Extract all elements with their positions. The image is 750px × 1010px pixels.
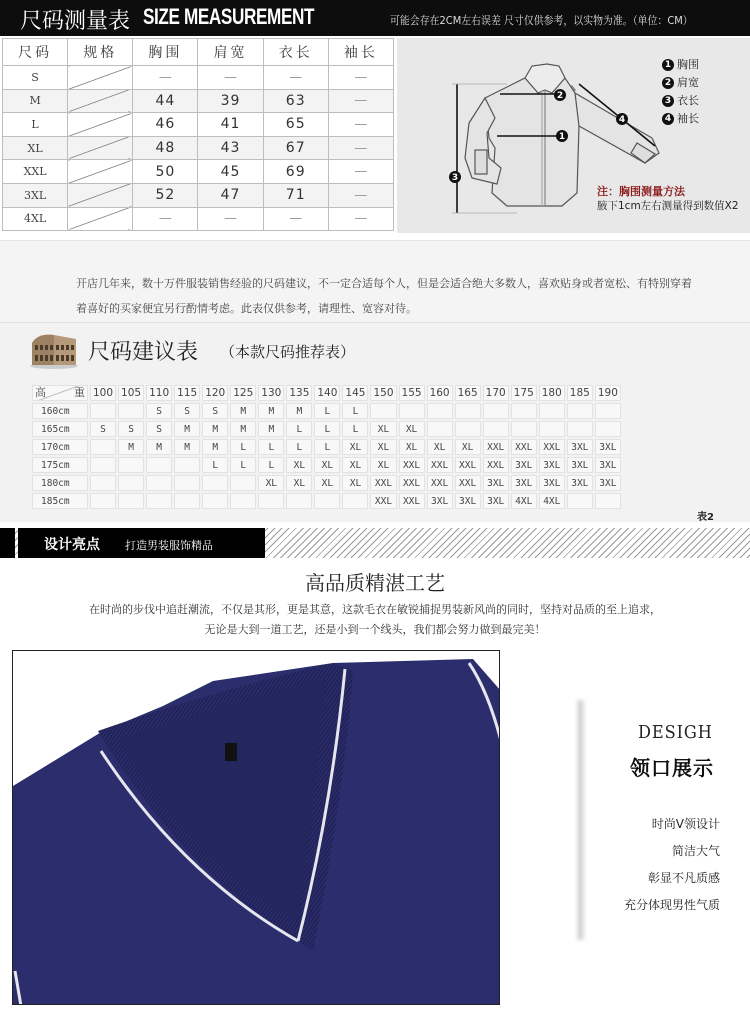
size-recommendation-cell: M — [146, 439, 172, 455]
size-recommendation-cell: XXL — [399, 457, 425, 473]
size-recommendation-cell: XL — [286, 475, 312, 491]
number-badge-icon: 3 — [662, 95, 674, 107]
size-recommendation-cell — [90, 493, 116, 509]
header-note: 可能会存在2CM左右误差 尺寸仅供参考，以实物为准。（单位：CM） — [390, 14, 693, 27]
size-table-header — [3, 39, 394, 66]
weight-header: 125 — [230, 385, 256, 401]
table-row — [32, 457, 621, 473]
size-recommendation-cell: M — [174, 421, 200, 437]
intro-section — [0, 240, 750, 322]
size-recommendation-cell: L — [314, 421, 340, 437]
height-cell: 175cm — [32, 457, 88, 473]
spec-cell — [68, 89, 133, 113]
size-recommendation-cell: L — [202, 457, 228, 473]
size-recommendation-cell: XXL — [511, 439, 537, 455]
legend-item — [662, 74, 699, 92]
size-recommendation-cell: S — [90, 421, 116, 437]
size-recommendation-cell — [90, 475, 116, 491]
quality-text — [0, 600, 750, 640]
size-recommendation-cell: 3XL — [539, 475, 565, 491]
size-recommendation-cell — [174, 457, 200, 473]
size-recommendation-cell: XXL — [427, 457, 453, 473]
size-recommendation-cell — [118, 475, 144, 491]
sleeve-cell: — — [328, 66, 393, 90]
size-recommendation-cell: L — [314, 403, 340, 419]
height-label: 高 — [35, 386, 46, 399]
size-recommendation-cell: XXL — [399, 493, 425, 509]
size-recommendation-cell — [399, 403, 425, 419]
banner-subtitle: 打造男装服饰精品 — [125, 539, 213, 552]
size-recommendation-cell: M — [230, 403, 256, 419]
table-row — [3, 136, 394, 160]
weight-header: 120 — [202, 385, 228, 401]
size-recommendation-cell: 3XL — [595, 439, 621, 455]
size-recommendation-cell: L — [286, 421, 312, 437]
height-cell: 185cm — [32, 493, 88, 509]
size-recommendation-cell: 3XL — [483, 493, 509, 509]
size-recommendation-cell — [230, 475, 256, 491]
v-neck-sweater-image — [13, 651, 500, 1005]
size-recommendation-cell: M — [258, 421, 284, 437]
size-recommendation-cell: XXL — [370, 475, 396, 491]
number-badge-icon: 1 — [662, 59, 674, 71]
col-chest: 胸围 — [133, 39, 198, 66]
spec-cell — [68, 113, 133, 137]
size-cell: 3XL — [3, 183, 68, 207]
size-recommendation-cell: XXL — [455, 457, 481, 473]
size-recommendation-cell: 4XL — [539, 493, 565, 509]
chest-cell: 52 — [133, 183, 198, 207]
weight-header: 130 — [258, 385, 284, 401]
size-recommendation-cell: XL — [314, 475, 340, 491]
weight-label: 重 — [74, 386, 85, 399]
col-size: 尺码 — [3, 39, 68, 66]
size-recommendation-cell — [174, 493, 200, 509]
spec-cell — [68, 66, 133, 90]
size-recommendation-cell: XL — [370, 457, 396, 473]
size-recommendation-cell — [567, 493, 593, 509]
svg-text:2: 2 — [556, 91, 564, 101]
chest-cell: 44 — [133, 89, 198, 113]
sleeve-cell: — — [328, 160, 393, 184]
spec-cell — [68, 136, 133, 160]
size-recommendation-cell: 3XL — [427, 493, 453, 509]
size-recommendation-cell: S — [202, 403, 228, 419]
weight-header: 175 — [511, 385, 537, 401]
size-recommendation-cell: XL — [286, 457, 312, 473]
intro-line-1: 开店几年来，数十万件服装销售经验的尺码建议，不一定合适每个人，但是会适合绝大多数人，喜欢贴身或者宽松、有特别穿着 — [76, 277, 692, 290]
header-bar — [0, 0, 750, 36]
sleeve-cell: — — [328, 89, 393, 113]
recommend-title: 尺码建议表 — [88, 340, 199, 365]
size-recommendation-cell: 3XL — [567, 457, 593, 473]
table-row — [32, 475, 621, 491]
spec-cell — [68, 183, 133, 207]
table-row — [3, 113, 394, 137]
weight-header: 110 — [146, 385, 172, 401]
sweater-photo — [12, 650, 500, 1005]
size-recommendation-cell: XL — [455, 439, 481, 455]
size-recommendation-cell — [118, 403, 144, 419]
shoulder-cell: 43 — [198, 136, 263, 160]
spec-cell — [68, 160, 133, 184]
size-recommendation-cell: 3XL — [511, 475, 537, 491]
size-recommendation-cell — [146, 493, 172, 509]
weight-header: 115 — [174, 385, 200, 401]
size-recommendation-cell — [370, 403, 396, 419]
colosseum-icon — [28, 331, 80, 369]
size-recommendation-cell: XL — [258, 475, 284, 491]
weight-header: 155 — [399, 385, 425, 401]
weight-header: 135 — [286, 385, 312, 401]
size-recommendation-cell — [314, 493, 340, 509]
size-recommendation-cell — [427, 421, 453, 437]
col-sleeve: 袖长 — [328, 39, 393, 66]
measure-note — [597, 184, 739, 214]
size-recommendation-cell: XXL — [399, 475, 425, 491]
size-recommendation-cell — [258, 493, 284, 509]
col-shoulder: 肩宽 — [198, 39, 263, 66]
weight-header: 140 — [314, 385, 340, 401]
size-recommendation-cell — [483, 421, 509, 437]
size-recommendation-cell: XL — [399, 421, 425, 437]
size-recommendation-cell — [202, 475, 228, 491]
legend-item — [662, 110, 699, 128]
size-recommendation-cell: S — [174, 403, 200, 419]
length-cell: 71 — [263, 183, 328, 207]
size-recommendation-cell — [595, 421, 621, 437]
number-badge-icon: 4 — [662, 113, 674, 125]
sleeve-cell: — — [328, 183, 393, 207]
size-recommendation-cell: L — [286, 439, 312, 455]
size-recommendation-cell: L — [230, 457, 256, 473]
size-recommendation-cell — [511, 421, 537, 437]
size-recommendation-cell: S — [118, 421, 144, 437]
size-recommendation-cell — [595, 493, 621, 509]
chest-cell: 48 — [133, 136, 198, 160]
size-cell: 4XL — [3, 207, 68, 231]
shoulder-cell: 45 — [198, 160, 263, 184]
quality-title: 高品质精湛工艺 — [305, 571, 445, 595]
size-recommendation-cell — [567, 403, 593, 419]
weight-header: 145 — [342, 385, 368, 401]
legend-label: 衣长 — [677, 94, 699, 107]
size-recommendation-cell — [511, 403, 537, 419]
table-row — [32, 421, 621, 437]
size-recommendation-cell — [595, 403, 621, 419]
size-recommendation-cell — [539, 421, 565, 437]
legend-label: 肩宽 — [677, 76, 699, 89]
size-recommendation-cell: XL — [399, 439, 425, 455]
table-label: 表2 — [697, 512, 714, 523]
shoulder-cell: 47 — [198, 183, 263, 207]
table-row — [3, 183, 394, 207]
legend-item — [662, 56, 699, 74]
design-heading-cn: 领口展示 — [630, 756, 714, 780]
size-recommendation-cell: L — [258, 439, 284, 455]
size-recommendation-cell: L — [342, 421, 368, 437]
sleeve-cell: — — [328, 136, 393, 160]
size-table — [2, 38, 394, 231]
size-recommendation-cell: M — [286, 403, 312, 419]
spec-cell — [68, 207, 133, 231]
feature-item: 彰显不凡质感 — [647, 871, 720, 885]
number-badge-icon: 2 — [662, 77, 674, 89]
weight-header: 190 — [595, 385, 621, 401]
sleeve-cell: — — [328, 207, 393, 231]
quality-line-1: 在时尚的步伐中追赶潮流，不仅是其形，更是其意，这款毛衣在敏锐捕捉男装新风尚的同时，坚持对品质的至上追求， — [89, 603, 661, 616]
size-cell: M — [3, 89, 68, 113]
recommend-table — [30, 383, 623, 511]
size-recommendation-cell — [118, 457, 144, 473]
size-recommendation-cell: 3XL — [539, 457, 565, 473]
diagram-legend — [662, 56, 699, 128]
size-recommendation-cell — [455, 421, 481, 437]
shoulder-cell: — — [198, 207, 263, 231]
size-recommendation-cell — [230, 493, 256, 509]
size-cell: XXL — [3, 160, 68, 184]
recommend-header-row — [32, 385, 621, 401]
quality-line-2: 无论是大到一道工艺，还是小到一个线头，我们都会努力做到最完美！ — [204, 623, 546, 636]
header-title-en: SIZE MEASUREMENT — [143, 4, 315, 29]
size-recommendation-cell: M — [174, 439, 200, 455]
size-recommendation-cell: 4XL — [511, 493, 537, 509]
size-recommendation-cell — [174, 475, 200, 491]
size-recommendation-cell: XL — [342, 457, 368, 473]
size-recommendation-cell — [90, 457, 116, 473]
chest-cell: 46 — [133, 113, 198, 137]
weight-header: 105 — [118, 385, 144, 401]
size-recommendation-cell: XL — [370, 421, 396, 437]
chest-cell: — — [133, 207, 198, 231]
size-recommendation-cell — [90, 403, 116, 419]
shoulder-cell: 41 — [198, 113, 263, 137]
table-row — [3, 207, 394, 231]
legend-item — [662, 92, 699, 110]
length-cell: 65 — [263, 113, 328, 137]
weight-header: 150 — [370, 385, 396, 401]
size-recommendation-cell: 3XL — [455, 493, 481, 509]
banner-block — [0, 528, 15, 558]
feature-item: 简洁大气 — [671, 844, 720, 858]
size-recommendation-cell — [286, 493, 312, 509]
size-recommendation-cell: L — [314, 439, 340, 455]
size-recommendation-cell: 3XL — [595, 457, 621, 473]
size-recommendation-cell: M — [118, 439, 144, 455]
legend-label: 胸围 — [677, 58, 699, 71]
size-recommendation-cell — [90, 439, 116, 455]
size-recommendation-cell: M — [202, 421, 228, 437]
size-recommendation-cell: L — [258, 457, 284, 473]
size-recommendation-cell: 3XL — [483, 475, 509, 491]
svg-text:1: 1 — [558, 132, 566, 142]
size-recommendation-cell: 3XL — [567, 475, 593, 491]
header-title-cn: 尺码测量表 — [20, 9, 131, 34]
table-row — [3, 160, 394, 184]
height-cell: 160cm — [32, 403, 88, 419]
size-recommendation-cell — [342, 493, 368, 509]
measure-note-title: 注：胸围测量方法 — [597, 185, 685, 198]
size-recommendation-cell: S — [146, 421, 172, 437]
length-cell: 67 — [263, 136, 328, 160]
size-recommendation-cell: 3XL — [567, 439, 593, 455]
size-recommendation-cell — [539, 403, 565, 419]
shoulder-cell: — — [198, 66, 263, 90]
table-row — [3, 66, 394, 90]
weight-header: 185 — [567, 385, 593, 401]
chest-cell: 50 — [133, 160, 198, 184]
table-row — [32, 493, 621, 509]
size-recommendation-cell: XL — [314, 457, 340, 473]
size-recommendation-cell: XL — [370, 439, 396, 455]
svg-text:3: 3 — [451, 173, 459, 183]
size-recommendation-cell: L — [230, 439, 256, 455]
size-recommendation-cell: XXL — [427, 475, 453, 491]
weight-header: 170 — [483, 385, 509, 401]
size-recommendation-cell: XXL — [455, 475, 481, 491]
length-cell: — — [263, 207, 328, 231]
weight-header: 100 — [90, 385, 116, 401]
weight-header: 160 — [427, 385, 453, 401]
length-cell: 63 — [263, 89, 328, 113]
size-cell: L — [3, 113, 68, 137]
size-recommendation-cell: 3XL — [595, 475, 621, 491]
size-recommendation-cell: L — [342, 403, 368, 419]
size-recommendation-cell — [483, 403, 509, 419]
weight-header: 165 — [455, 385, 481, 401]
shoulder-cell: 39 — [198, 89, 263, 113]
table-row — [32, 439, 621, 455]
size-recommendation-cell: M — [230, 421, 256, 437]
measure-note-body: 腋下1cm左右测量得到数值X2 — [597, 200, 739, 212]
design-heading-en: DESIGH — [638, 722, 713, 743]
size-recommendation-cell — [455, 403, 481, 419]
sleeve-cell: — — [328, 113, 393, 137]
size-recommendation-cell — [146, 457, 172, 473]
svg-text:4: 4 — [618, 115, 626, 125]
legend-label: 袖长 — [677, 112, 699, 125]
height-cell: 165cm — [32, 421, 88, 437]
corner-cell — [32, 385, 88, 401]
size-recommendation-cell — [427, 403, 453, 419]
size-recommendation-cell: XXL — [483, 439, 509, 455]
table-row — [3, 89, 394, 113]
size-recommendation-cell: M — [202, 439, 228, 455]
size-recommendation-cell — [202, 493, 228, 509]
design-banner — [0, 528, 750, 558]
size-recommendation-cell: XXL — [370, 493, 396, 509]
feature-item: 充分体现男性气质 — [623, 898, 720, 912]
table-row — [32, 403, 621, 419]
size-recommendation-cell: XL — [342, 439, 368, 455]
height-cell: 170cm — [32, 439, 88, 455]
size-recommendation-cell: XXL — [483, 457, 509, 473]
length-cell: — — [263, 66, 328, 90]
divider-shadow — [578, 700, 586, 940]
height-cell: 180cm — [32, 475, 88, 491]
banner-title: 设计亮点 — [44, 537, 100, 553]
size-recommendation-cell: 3XL — [511, 457, 537, 473]
feature-item: 时尚V领设计 — [651, 817, 720, 831]
size-recommendation-cell: S — [146, 403, 172, 419]
size-cell: S — [3, 66, 68, 90]
size-recommendation-cell: XL — [342, 475, 368, 491]
chest-cell: — — [133, 66, 198, 90]
size-cell: XL — [3, 136, 68, 160]
size-recommendation-cell — [567, 421, 593, 437]
size-recommendation-cell — [146, 475, 172, 491]
length-cell: 69 — [263, 160, 328, 184]
intro-line-2: 着喜好的买家便宜另行酌情考虑。此表仅供参考，请理性、宽容对待。 — [76, 302, 417, 315]
col-length: 衣长 — [263, 39, 328, 66]
measurement-diagram — [397, 38, 750, 233]
col-spec: 规格 — [68, 39, 133, 66]
recommend-subtitle: （本款尺码推荐表） — [220, 343, 356, 361]
weight-header: 180 — [539, 385, 565, 401]
size-recommendation-cell: XL — [427, 439, 453, 455]
size-recommendation-cell — [118, 493, 144, 509]
size-recommendation-cell: XXL — [539, 439, 565, 455]
size-recommendation-cell: M — [258, 403, 284, 419]
